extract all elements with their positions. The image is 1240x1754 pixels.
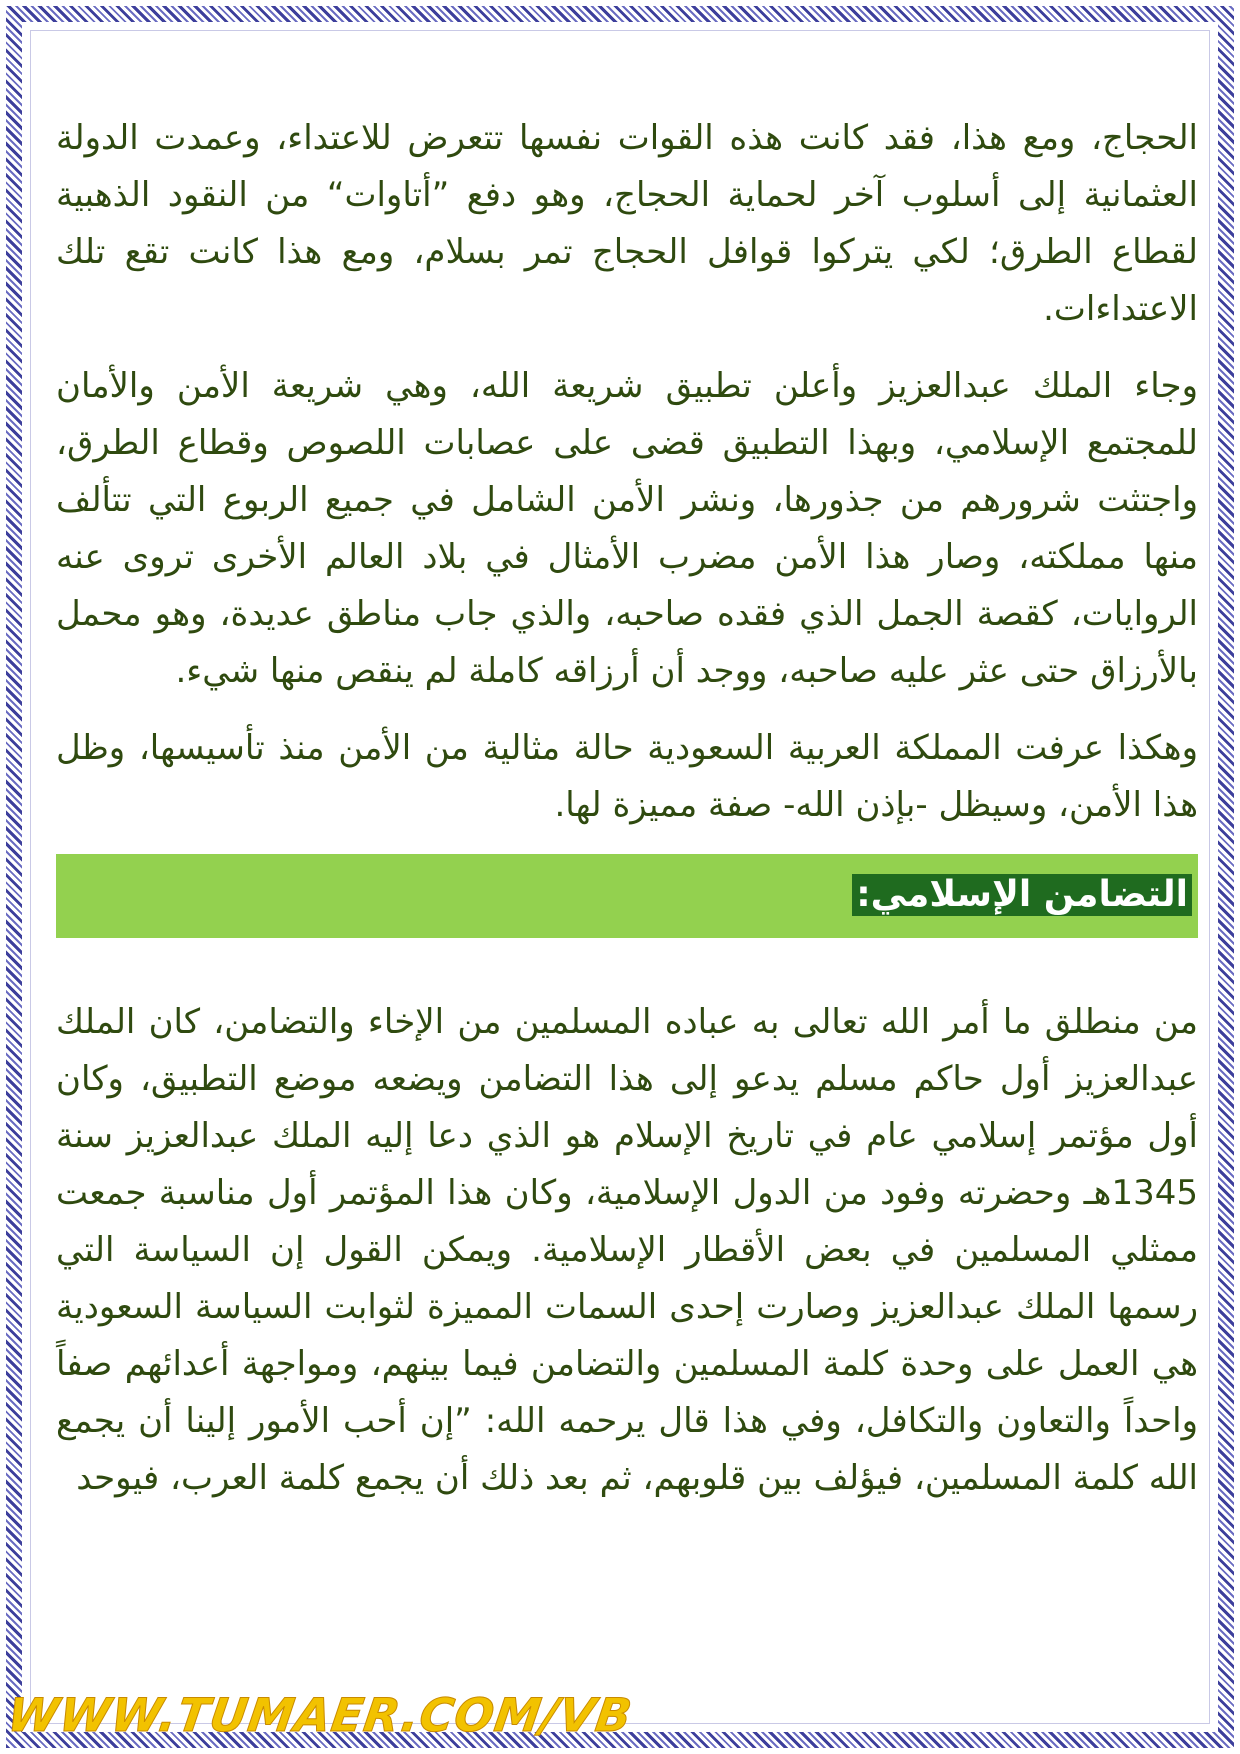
section-heading: التضامن الإسلامي: <box>852 874 1192 916</box>
section-heading-bar <box>56 854 1198 938</box>
site-watermark: WWW.TUMAER.COM/VB <box>4 1688 636 1742</box>
paragraph-2: وجاء الملك عبدالعزيز وأعلن تطبيق شريعة الله، وهي شريعة الأمن والأمان للمجتمع الإسلامي، وبهذا التطبيق قضى على عصابات اللصوص وقطاع الطرق، واجتثت شرورهم من جذورها، ونشر الأمن الشامل في جميع الربوع التي تتألف منها مملكته، وصار هذا الأمن مضرب الأمثال في بلاد العالم الأخرى تروى عنه الروايات، كقصة الجمل الذي فقده صاحبه، والذي جاب مناطق عديدة، وهو محمل بالأرزاق حتى عثر عليه صاحبه، ووجد أن أرزاقه كاملة لم ينقص منها شيء. <box>56 366 1198 691</box>
page-content <box>56 110 1198 1527</box>
paragraph-3: وهكذا عرفت المملكة العربية السعودية حالة مثالية من الأمن منذ تأسيسها، وظل هذا الأمن، وسيظل -بإذن الله- صفة مميزة لها. <box>56 728 1198 825</box>
paragraph-1: الحجاج، ومع هذا، فقد كانت هذه القوات نفسها تتعرض للاعتداء، وعمدت الدولة العثمانية إلى أسلوب آخر لحماية الحجاج، وهو دفع ”أتاوات“ من النقود الذهبية لقطاع الطرق؛ لكي يتركوا قوافل الحجاج تمر بسلام، ومع هذا كانت تقع تلك الاعتداءات. <box>56 118 1198 329</box>
paragraph-4: من منطلق ما أمر الله تعالى به عباده المسلمين من الإخاء والتضامن، كان الملك عبدالعزيز أول حاكم مسلم يدعو إلى هذا التضامن ويضعه موضع التطبيق، وكان أول مؤتمر إسلامي عام في تاريخ الإسلام هو الذي دعا إليه الملك عبدالعزيز سنة 1345هـ وحضرته وفود من الدول الإسلامية، وكان هذا المؤتمر أول مناسبة جمعت ممثلي المسلمين في بعض الأقطار الإسلامية. ويمكن القول إن السياسة التي رسمها الملك عبدالعزيز وصارت إحدى السمات المميزة لثوابت السياسة السعودية هي العمل على وحدة كلمة المسلمين والتضامن فيما بينهم، ومواجهة أعدائهم صفاً واحداً والتعاون والتكافل، وفي هذا قال يرحمه الله: ”إن أحب الأمور إلينا أن يجمع الله كلمة المسلمين، فيؤلف بين قلوبهم، ثم بعد ذلك أن يجمع كلمة العرب، فيوحد <box>56 1002 1198 1498</box>
